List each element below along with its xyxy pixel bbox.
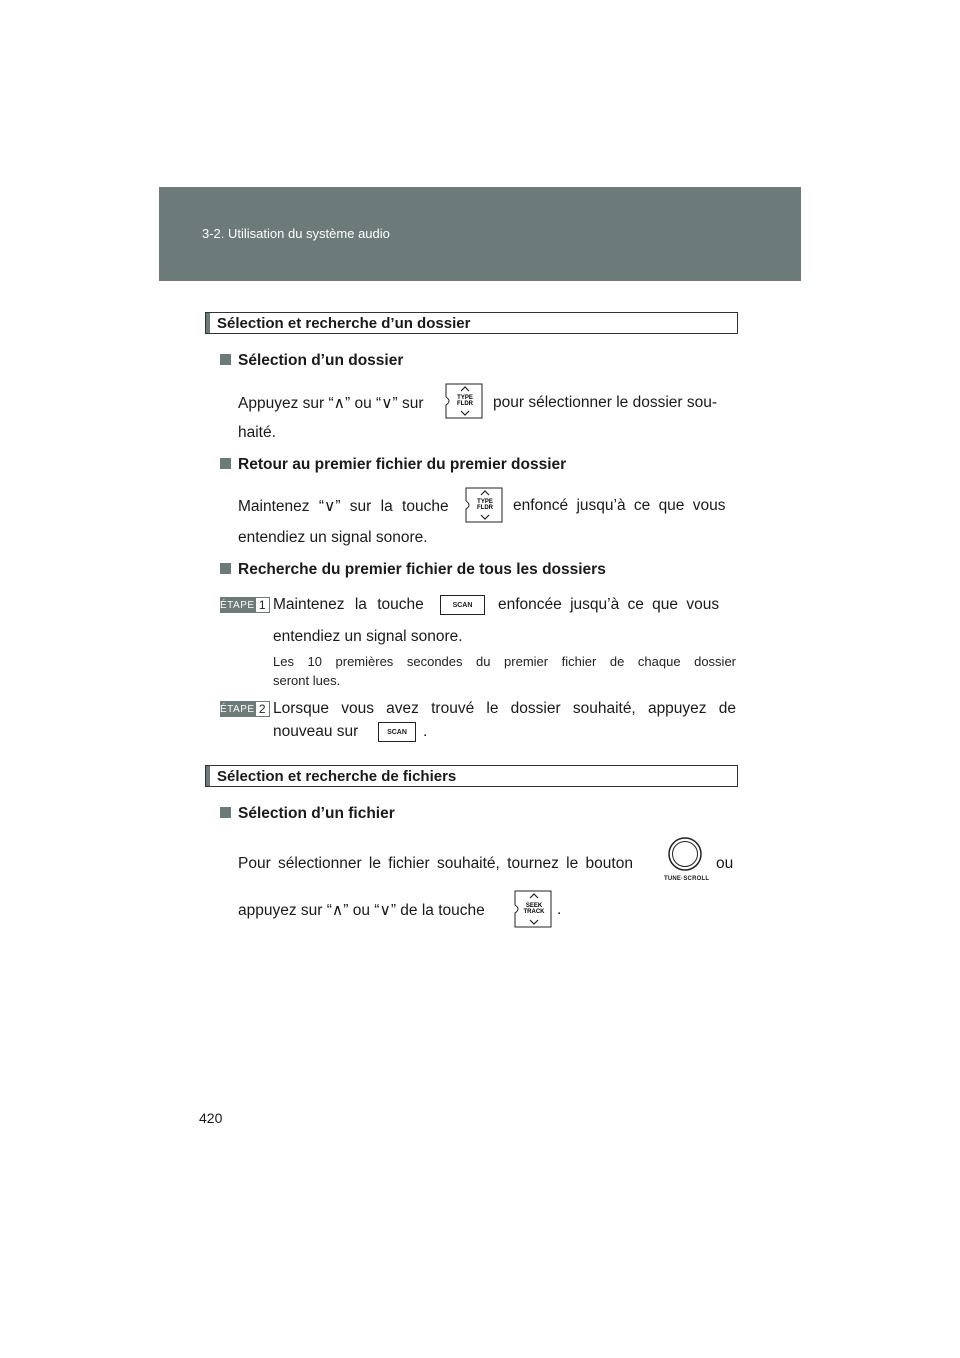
- square-bullet-icon: [220, 458, 231, 469]
- select-folder-line1b: pour sélectionner le dossier sou-: [493, 394, 718, 411]
- square-bullet-icon: [220, 563, 231, 574]
- subheading-select-folder: Sélection d’un dossier: [220, 352, 403, 370]
- type-fldr-button-icon: [460, 487, 504, 523]
- type-fldr-button-icon: [440, 383, 484, 419]
- square-bullet-icon: [220, 354, 231, 365]
- svg-text:FLDR: FLDR: [477, 505, 493, 511]
- step1-note-line1: Les 10 premières secondes du premier fichier de chaque dossier: [273, 654, 736, 669]
- svg-text:TRACK: TRACK: [523, 909, 545, 915]
- step2-line2a: nouveau sur: [273, 723, 359, 740]
- file-line2a: appuyez sur “∧” ou “∨” de la touche: [238, 902, 485, 919]
- file-line1a: Pour sélectionner le fichier souhaité, tournez le bouton: [238, 855, 633, 872]
- tune-scroll-label: TUNE·SCROLL: [664, 876, 710, 882]
- step1-note-line2: seront lues.: [273, 673, 341, 688]
- select-folder-line1a: Appuyez sur “∧” ou “∨” sur: [238, 395, 424, 412]
- scan-button-icon: SCAN: [378, 722, 416, 742]
- subheading-search-all: Recherche du premier fichier de tous les dossiers: [220, 561, 606, 579]
- breadcrumb: 3-2. Utilisation du système audio: [202, 226, 390, 241]
- file-line2b: .: [557, 901, 562, 918]
- square-bullet-icon: [220, 807, 231, 818]
- svg-text:TYPE: TYPE: [457, 395, 473, 401]
- return-line2: entendiez un signal sonore.: [238, 529, 428, 546]
- svg-text:TYPE: TYPE: [477, 499, 493, 505]
- section-title-files: [205, 765, 738, 787]
- scan-button-icon: SCAN: [440, 595, 485, 615]
- tune-scroll-knob-icon: [667, 836, 707, 876]
- return-line1b: enfoncé jusqu’à ce que vous: [513, 497, 726, 514]
- svg-text:FLDR: FLDR: [457, 401, 473, 407]
- svg-text:SEEK: SEEK: [525, 903, 543, 909]
- seek-track-button-icon: [509, 890, 553, 928]
- step-badge-1: ÉTAPE 1: [220, 597, 270, 613]
- step1-line1a: Maintenez la touche: [273, 596, 424, 613]
- step2-line1: Lorsque vous avez trouvé le dossier souhaité, appuyez de: [273, 700, 736, 717]
- return-line1a: Maintenez “∨” sur la touche: [238, 498, 449, 515]
- subheading-select-file: Sélection d’un fichier: [220, 805, 395, 823]
- subheading-return-first: Retour au premier fichier du premier dossier: [220, 456, 566, 474]
- step-badge-2: ÉTAPE 2: [220, 701, 270, 717]
- page-number: 420: [199, 1110, 223, 1126]
- section-title-folder: [205, 312, 738, 334]
- step2-line2b: .: [423, 723, 428, 740]
- select-folder-line2: haité.: [238, 424, 276, 441]
- header-band: [159, 187, 801, 281]
- step1-line2: entendiez un signal sonore.: [273, 628, 463, 645]
- step1-line1b: enfoncée jusqu’à ce que vous: [498, 596, 720, 613]
- section-title-files-text: Sélection et recherche de fichiers: [217, 768, 457, 785]
- section-title-folder-text: Sélection et recherche d’un dossier: [217, 315, 471, 332]
- file-line1b: ou: [716, 855, 734, 872]
